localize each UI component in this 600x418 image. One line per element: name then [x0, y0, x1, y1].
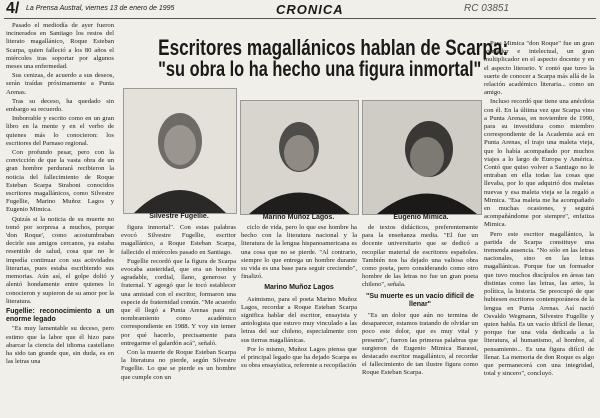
page-header [4, 2, 596, 19]
column-3 [241, 224, 357, 418]
photo-silvestre-fugellie [123, 88, 237, 214]
paragraph: Fugellie recordó que la figura de Scarpa evocaba austeridad, que era un hombre agradable, cordial, llano, generoso y fraternal. Y agregó que le tocó establecer una amistad con el escritor, formaron una especie de fraternidad común. "Me acuerdo que él llegó a Punta Arenas para mi nombramiento como académico correspondiente en 1988. Y voy sin temer por qué hacerlo, precisamente para entregarme el galardón acá", señaló. [121, 257, 236, 347]
paragraph: Imborrable y escrito como en un gran libro en la mente y en el verbo de quienes más lo conocieron: los escritores del Parnaso regional. [6, 115, 114, 147]
photo-caption: Silvestre Fugellie. [149, 213, 209, 220]
portrait-image [363, 101, 481, 214]
photo-caption: Marino Muñoz Lagos. [262, 214, 335, 221]
paragraph: figura inmortal". Con estas palabras evocó Silvestre Fugellie, escritor magallánico, a Roque Esteban Scarpa, fallecido el miércoles pasado en Santiago. [121, 224, 236, 256]
photo-caption: Eugenio Mimica. [393, 214, 449, 221]
column-1 [6, 22, 114, 418]
photo-marino-munoz-lagos [240, 100, 359, 215]
archive-stamp: RC 03851 [464, 3, 510, 14]
paragraph: Quizás si la noticia de su muerte no tomó por sorpresa a muchos, porque 'don Roque', como acostumbraban decirle sus amigos cercanos, ya estaba resentido de salud, cosa que no le impedía continuar con sus actividades literarias, pues estaba escribiendo sus memorias. Aún así, el golpe dolió y alentó hondamente entre quienes lo conocieron y supieron de su amor por la literatura. [6, 215, 114, 305]
column-2 [121, 224, 236, 418]
paragraph: Tras su deceso, ha quedado sin embargo su recuerdo. [6, 97, 114, 114]
paragraph: ciclo de vida, pero lo que ese hombre ha hecho con la literatura nacional y la literatura de la lengua hispanoamericana es una cosa que no se pierde. "Al contrario, siempre lo que entrega un hombre durante su vida es una base para seguir creciendo", finalizó. [241, 224, 357, 281]
paragraph: "Es un dolor que aún no termina de desaparecer, estamos tratando de olvidar un poco este dolor, que es muy vital y presente", fueron las primeras palabras que surgieron de Eugenio Mimica Barassi, destacado escritor magallánico, al recordar el fallecimiento de tan ilustre figura como Roque Esteban Scarpa. [362, 312, 478, 377]
paragraph: Sus cenizas, de acuerdo a sus deseos, serán traídas próximamente a Punta Arenas. [6, 72, 114, 96]
paragraph: Para Mimica "don Roque" fue un gran formador e intelectual, un gran multiplicador en el aspecto docente y en el aspecto literario. Y contó que tuvo la suerte de conocer a Scarpa más allá de la relación académico literaria... como un amigo. [484, 40, 594, 97]
paragraph: Con la muerte de Roque Esteban Scarpa la literatura no pierde, según Silvestre Fugellie. Lo que se pierde es un hombre que cumple con un [121, 349, 236, 381]
portrait-image [124, 89, 236, 213]
section-title: CRONICA [276, 2, 344, 17]
column-4 [362, 224, 478, 418]
headline [158, 35, 509, 81]
paragraph: Con profundo pesar, pero con la convicción de que la vasta obra de un gran hombre perdurará recibieron la noticia del fallecimiento de Roque Esteban Scarpa Straboni conocidos escritores magallánicos, como Silvestre Fugellie, Marino Muñoz Lagos y Eugenio Mimica. [6, 149, 114, 214]
portrait-image [241, 101, 358, 214]
paragraph: "Es muy lamentable su deceso, pero estimo que la labor que él hizo para abarcar la ciencia del idioma castellano ha sido tan grande que, sin duda, es en las letras una [6, 325, 114, 366]
page-number: 4/ [6, 0, 20, 17]
paragraph: Pero este escritor magallánico, la partida de Scarpa constituye una tremenda ausencia. "No sólo en las letras nacionales, sino en las letras magallánicas. Porque fue un formador que tuvo muchos discípulos en áreas tan distintas como las letras, las artes, la política, la historia. Se preocupó de que hubiesen escritores contemporáneos de la lengua en Punta Arenas. Así nació Osvaldo Wegmann, Silvestre Fugellie y quien habla. Es un vacío difícil de llenar, porque fue una vida dedicada a la literatura, al humanismo, al hombre, al pensamiento... Es una figura difícil de llenar. La memoria de don Roque es algo que permanecerá con una integridad, total y sincero", concluyó. [484, 230, 594, 378]
paragraph: Incluso recordó que tiene una anécdota con él. En la última vez que Scarpa vino a Punta Arenas, en noviembre de 1990, para su investidura como miembro correspondiente de la Academia acá en Punta Arenas, el trajo una maleta vieja, que lo había acompañado por muchos viajes a lo largo de Europa y América. Contó que quiso volver a Santiago no le entraban en ella todas las cosas que llevaba, por lo que adquirió dos maletas nuevas y esa maleta vieja se la regaló a Mimica. "Esa maleta me ha acompañado en muchas ocasiones, y seguirá acompañándome por siempre", enfatiza Mimica. [484, 98, 594, 229]
headline-line-2: "su obra lo ha hecho una figura inmortal" [158, 58, 482, 81]
subheading: "Su muerte es un vacío difícil de llenar" [366, 292, 474, 308]
paragraph: Asimismo, para el poeta Marino Muñoz Lagos, recordar a Roque Esteban Scarpa significa hablar del escritor, ensayista y antologista que estuvo muy vinculado a las letras del sur chileno, especialmente con sus tierras magallánicas. [241, 295, 357, 344]
newspaper-name-date: La Prensa Austral, viernes 13 de enero de 1995 [26, 5, 175, 12]
paragraph: Pasado el mediodía de ayer fueron incinerados en Santiago los restos del literato magallánico, Roque Esteban Scarpa, quien falleció a los 80 años el miércoles tras soportar por algunos meses una enfermedad. [6, 22, 114, 71]
column-5 [484, 40, 594, 418]
paragraph: Por lo mismo, Muñoz Lagos piensa que el principal legado que ha dejado Scarpa es su obra ensayística, referente a recopilación [241, 345, 357, 370]
subheading: Fugellie: reconocimiento a un enorme legado [6, 307, 114, 324]
photo-eugenio-mimica [362, 100, 482, 215]
paragraph: de textos didácticos, preferentemente para la enseñanza media. "El fue un docente universitario que se dedicó a recopilar material de escritores españoles. También nos ha dejado una valiosa obra como poeta, pero considerando como otro hombre de las letras no fue un gran poeta chileno", señala. [362, 224, 478, 289]
headline-line-1: Escritores magallánicos hablan de Scarpa: [158, 35, 509, 60]
subheading: Marino Muñoz Lagos [264, 284, 334, 292]
